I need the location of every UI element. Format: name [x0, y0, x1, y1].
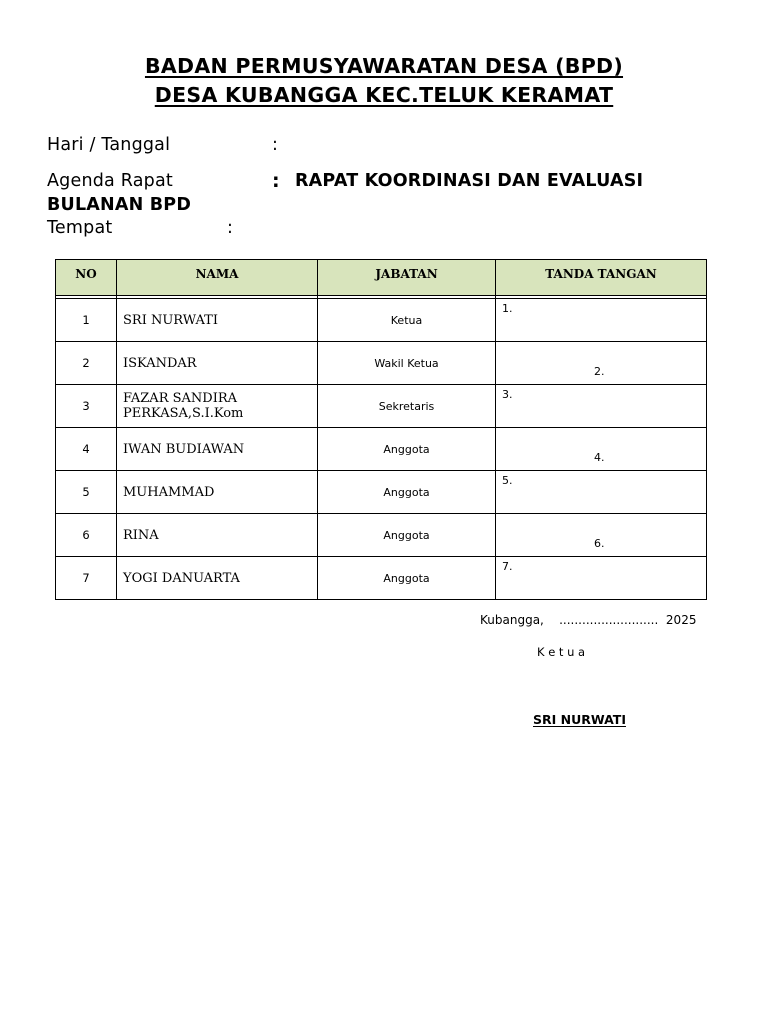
- row-jabatan: Anggota: [318, 428, 496, 471]
- place-date: Kubangga, .......................... 2025: [480, 613, 697, 627]
- signature-number: 3.: [502, 388, 513, 401]
- header-nama: NAMA: [117, 260, 318, 296]
- row-no: 1: [56, 299, 117, 342]
- signature-number: 7.: [502, 560, 513, 573]
- row-no: 4: [56, 428, 117, 471]
- signature-number: 2.: [594, 365, 605, 378]
- row-nama: MUHAMMAD: [117, 471, 318, 514]
- table-row: [56, 342, 707, 385]
- row-signature-cell: [496, 514, 707, 557]
- signature-number: 1.: [502, 302, 513, 315]
- agenda-value-continued: BULANAN BPD: [47, 195, 192, 215]
- row-nama: SRI NURWATI: [117, 299, 318, 342]
- signature-number: 4.: [594, 451, 605, 464]
- header-tanda-tangan: TANDA TANGAN: [496, 260, 707, 296]
- row-no: 3: [56, 385, 117, 428]
- row-jabatan: Anggota: [318, 471, 496, 514]
- document-title-line-2: DESA KUBANGGA KEC.TELUK KERAMAT: [154, 83, 614, 107]
- signature-number: 6.: [594, 537, 605, 550]
- row-no: 7: [56, 557, 117, 600]
- row-nama: ISKANDAR: [117, 342, 318, 385]
- hari-tanggal-label: Hari / Tanggal: [47, 135, 171, 155]
- row-no: 5: [56, 471, 117, 514]
- table-row: [56, 557, 707, 600]
- row-signature-cell: [496, 557, 707, 600]
- table-row: [56, 471, 707, 514]
- signer-name: SRI NURWATI: [533, 712, 626, 727]
- table-row: [56, 299, 707, 342]
- row-signature-cell: [496, 299, 707, 342]
- header-jabatan: JABATAN: [318, 260, 496, 296]
- row-nama: RINA: [117, 514, 318, 557]
- signature-number: 5.: [502, 474, 513, 487]
- signer-role: K e t u a: [537, 645, 586, 659]
- row-signature-cell: [496, 471, 707, 514]
- row-signature-cell: [496, 428, 707, 471]
- table-row: [56, 428, 707, 471]
- agenda-value: RAPAT KOORDINASI DAN EVALUASI: [295, 171, 644, 191]
- row-no: 6: [56, 514, 117, 557]
- table-row: [56, 385, 707, 428]
- row-nama: FAZAR SANDIRA PERKASA,S.I.Kom: [117, 385, 318, 428]
- row-jabatan: Ketua: [318, 299, 496, 342]
- hari-tanggal-colon: :: [272, 135, 279, 155]
- table-header-row: [56, 260, 707, 296]
- document-title-line-1: BADAN PERMUSYAWARATAN DESA (BPD): [144, 54, 624, 78]
- tempat-label: Tempat: [47, 218, 113, 238]
- row-jabatan: Anggota: [318, 514, 496, 557]
- row-nama: YOGI DANUARTA: [117, 557, 318, 600]
- table-row: [56, 514, 707, 557]
- tempat-colon: :: [227, 218, 234, 238]
- row-nama: IWAN BUDIAWAN: [117, 428, 318, 471]
- row-jabatan: Wakil Ketua: [318, 342, 496, 385]
- row-jabatan: Sekretaris: [318, 385, 496, 428]
- row-jabatan: Anggota: [318, 557, 496, 600]
- row-signature-cell: [496, 342, 707, 385]
- agenda-label: Agenda Rapat: [47, 171, 173, 191]
- attendance-table: [55, 259, 707, 600]
- header-no: NO: [56, 260, 117, 296]
- agenda-colon: :: [272, 170, 280, 192]
- row-signature-cell: [496, 385, 707, 428]
- row-no: 2: [56, 342, 117, 385]
